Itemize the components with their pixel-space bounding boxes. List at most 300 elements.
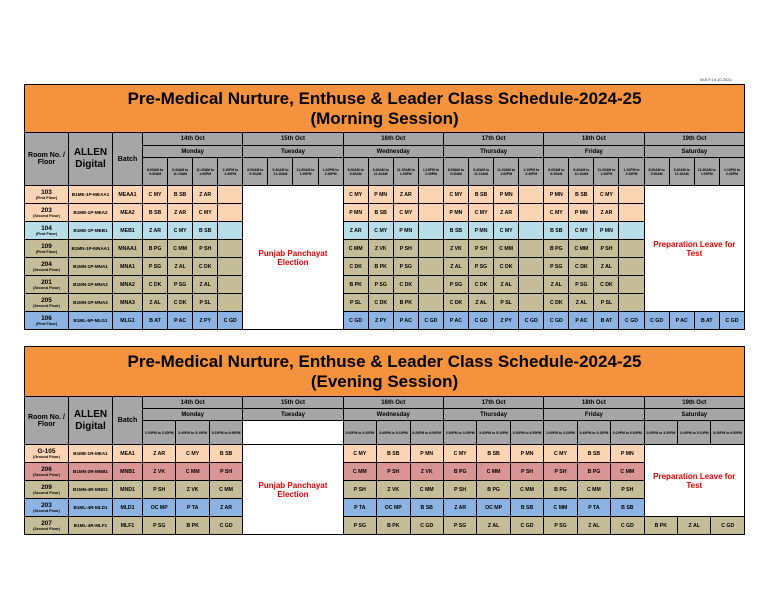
day-name: Saturday	[644, 409, 744, 421]
class-cell: Z VK	[143, 463, 176, 481]
class-cell: B PK	[377, 517, 410, 535]
table-row	[25, 276, 745, 294]
class-cell: P SL	[594, 294, 619, 312]
batch-code: MEA1	[113, 445, 143, 463]
class-cell: OC MP	[377, 499, 410, 517]
table-row	[25, 294, 745, 312]
class-cell: B SB	[611, 499, 644, 517]
holiday-notice: Punjab Panchayat Election	[243, 445, 343, 535]
class-cell: P SG	[368, 276, 393, 294]
room-floor: (Second Floor)	[33, 304, 60, 308]
batch-header: Batch	[113, 397, 143, 445]
time-slot: 8:00AM to 9:30AM	[644, 158, 669, 186]
class-cell: P MN	[368, 186, 393, 204]
class-cell: Z AR	[494, 204, 519, 222]
room-cell	[25, 186, 69, 204]
time-slot: 5:20PM to 6:50PM	[611, 421, 644, 445]
class-cell: C DK	[569, 258, 594, 276]
batch-header: Batch	[113, 133, 143, 186]
allen-digital-code: B1ME-1P-MEAA1	[69, 186, 113, 204]
time-slot: 3:40PM to 5:10PM	[176, 421, 209, 445]
version-label: W.E.F.14.10.2024	[700, 77, 732, 82]
class-cell: Z AL	[477, 517, 510, 535]
class-cell: Z AL	[594, 258, 619, 276]
room-number: 106	[41, 315, 52, 322]
class-cell: Z AL	[168, 258, 193, 276]
class-cell: P MN	[594, 222, 619, 240]
class-cell: C GD	[619, 312, 644, 330]
time-slot: 8:00AM to 9:30AM	[143, 158, 168, 186]
room-floor-header: Room No. / Floor	[25, 133, 69, 186]
room-floor: (First Floor)	[35, 250, 58, 254]
class-cell: B AT	[143, 312, 168, 330]
class-cell	[519, 294, 544, 312]
class-cell	[218, 204, 243, 222]
morning-title	[25, 85, 745, 133]
time-slot: 2:00PM to 3:30PM	[544, 421, 577, 445]
class-cell: C MM	[168, 240, 193, 258]
class-cell	[519, 276, 544, 294]
day-name: Tuesday	[243, 409, 343, 421]
class-cell: C MM	[544, 499, 577, 517]
class-cell: C GD	[544, 312, 569, 330]
time-slot: 3:40PM to 5:10PM	[477, 421, 510, 445]
class-cell: C MM	[569, 240, 594, 258]
time-slot: 9:40AM to 11:10AM	[469, 158, 494, 186]
day-name: Saturday	[644, 146, 745, 158]
time-slot: 3:40PM to 5:10PM	[377, 421, 410, 445]
class-cell: C GD	[510, 517, 543, 535]
class-cell	[218, 294, 243, 312]
day-date: 17th Oct	[443, 397, 543, 409]
class-cell: B SB	[168, 186, 193, 204]
class-cell: C GD	[218, 312, 243, 330]
class-cell: P SH	[143, 481, 176, 499]
class-cell: Z AL	[143, 294, 168, 312]
class-cell: C MM	[611, 463, 644, 481]
class-cell: P SH	[611, 481, 644, 499]
batch-code: MEA2	[113, 204, 143, 222]
class-cell: Z AL	[443, 258, 468, 276]
room-floor: (Second Floor)	[33, 214, 60, 218]
day-date: 16th Oct	[343, 397, 443, 409]
room-number: 207	[41, 520, 52, 527]
batch-code: MNA1	[113, 258, 143, 276]
class-cell: Z AR	[343, 222, 368, 240]
class-cell: B PK	[368, 258, 393, 276]
class-cell	[519, 222, 544, 240]
batch-code: MEB1	[113, 222, 143, 240]
table-row	[25, 312, 745, 330]
class-cell: P SG	[443, 276, 468, 294]
class-cell: B SB	[544, 222, 569, 240]
class-cell: P SH	[443, 481, 476, 499]
allen-digital-code: B1MN-1P-MNA1	[69, 258, 113, 276]
class-cell: Z AR	[193, 186, 218, 204]
table-row	[25, 222, 745, 240]
time-slot: 9:40AM to 11:10AM	[669, 158, 694, 186]
class-cell	[519, 240, 544, 258]
class-cell: C MY	[569, 222, 594, 240]
day-date: 18th Oct	[544, 397, 644, 409]
room-cell	[25, 294, 69, 312]
room-floor: (Second Floor)	[33, 473, 60, 477]
class-cell: C MM	[343, 463, 376, 481]
class-cell: P MN	[494, 186, 519, 204]
class-cell	[218, 186, 243, 204]
class-cell: P SG	[393, 258, 418, 276]
class-cell: P MN	[343, 204, 368, 222]
class-cell	[619, 258, 644, 276]
class-cell: C DK	[469, 276, 494, 294]
class-cell	[218, 258, 243, 276]
day-date: 19th Oct	[644, 397, 744, 409]
class-cell: C DK	[443, 294, 468, 312]
class-cell	[218, 276, 243, 294]
class-cell: B AT	[594, 312, 619, 330]
class-cell: P SH	[510, 463, 543, 481]
time-slot: 9:40AM to 11:10AM	[368, 158, 393, 186]
class-cell: Z AL	[577, 517, 610, 535]
day-name: Wednesday	[343, 146, 443, 158]
class-cell: Z AL	[193, 276, 218, 294]
class-cell: B SB	[510, 499, 543, 517]
class-cell: C DK	[594, 276, 619, 294]
table-row	[25, 499, 745, 517]
class-cell: B SB	[193, 222, 218, 240]
room-cell	[25, 276, 69, 294]
class-cell	[619, 276, 644, 294]
class-cell: Z AL	[569, 294, 594, 312]
room-floor: (Second Floor)	[33, 491, 60, 495]
time-slot: 2:00PM to 3:30PM	[343, 421, 376, 445]
room-floor: (Ground Floor)	[33, 455, 60, 459]
time-slot: 3:40PM to 5:10PM	[678, 421, 711, 445]
room-cell	[25, 499, 69, 517]
table-row	[25, 463, 745, 481]
class-cell: B AT	[694, 312, 719, 330]
evening-schedule-table	[24, 346, 745, 535]
class-cell: B SB	[443, 222, 468, 240]
time-slot: 2:00PM to 3:30PM	[443, 421, 476, 445]
preparation-leave-notice: Preparation Leave for Test	[644, 445, 744, 517]
class-cell: B PK	[644, 517, 677, 535]
class-cell: C DK	[168, 294, 193, 312]
time-slot: 8:00AM to 9:30AM	[544, 158, 569, 186]
room-cell	[25, 240, 69, 258]
class-cell	[418, 294, 443, 312]
evening-title-line2: (Evening Session)	[310, 371, 459, 391]
morning-title-line2: (Morning Session)	[310, 108, 459, 128]
time-slot: 8:00AM to 9:30AM	[243, 158, 268, 186]
class-cell	[619, 186, 644, 204]
class-cell: P AC	[393, 312, 418, 330]
time-slot: 5:20PM to 6:50PM	[711, 421, 745, 445]
day-date: 15th Oct	[243, 133, 343, 146]
class-cell: P SH	[469, 240, 494, 258]
evening-title	[25, 347, 745, 397]
class-cell	[418, 222, 443, 240]
room-cell	[25, 463, 69, 481]
class-cell: B SB	[209, 445, 242, 463]
class-cell: B PG	[544, 240, 569, 258]
class-cell: C MM	[577, 481, 610, 499]
class-cell: B PG	[544, 481, 577, 499]
class-cell: C GD	[469, 312, 494, 330]
allen-digital-code: B1MN-2R-MNB1	[69, 463, 113, 481]
day-name: Friday	[544, 409, 644, 421]
class-cell: OC MP	[477, 499, 510, 517]
class-cell: C MY	[469, 204, 494, 222]
class-cell: P SG	[443, 517, 476, 535]
table-row	[25, 258, 745, 276]
class-cell: C MY	[143, 186, 168, 204]
batch-code: MLG1	[113, 312, 143, 330]
morning-schedule-table	[24, 84, 745, 330]
time-slot: 9:40AM to 11:10AM	[268, 158, 293, 186]
day-date: 14th Oct	[143, 397, 243, 409]
class-cell: B PK	[343, 276, 368, 294]
time-slot: 11:20AM to 1:00PM	[694, 158, 719, 186]
day-name: Tuesday	[243, 146, 343, 158]
time-slot: 5:20PM to 6:50PM	[510, 421, 543, 445]
time-slot: 8:00AM to 9:30AM	[443, 158, 468, 186]
class-cell: Z VK	[443, 240, 468, 258]
class-cell: C DK	[343, 258, 368, 276]
room-number: 209	[41, 484, 52, 491]
class-cell: C GD	[644, 312, 669, 330]
table-row	[25, 240, 745, 258]
class-cell: Z AR	[143, 222, 168, 240]
class-cell: P MN	[469, 222, 494, 240]
class-cell: P SL	[193, 294, 218, 312]
morning-title-line1: Pre-Medical Nurture, Enthuse & Leader Class Schedule-2024-25	[127, 88, 642, 108]
table-row	[25, 481, 745, 499]
class-cell: B SB	[569, 186, 594, 204]
allen-digital-code: B1ML-4R-MLF1	[69, 517, 113, 535]
class-cell: Z AR	[168, 204, 193, 222]
class-cell: C MM	[410, 481, 443, 499]
day-name: Monday	[143, 409, 243, 421]
room-cell	[25, 481, 69, 499]
class-cell: B PG	[577, 463, 610, 481]
class-cell	[519, 204, 544, 222]
class-cell: P SH	[594, 240, 619, 258]
class-cell: Z AL	[544, 276, 569, 294]
room-floor: (Second Floor)	[33, 527, 60, 531]
allen-digital-code: B1ML-4R-MLD1	[69, 499, 113, 517]
room-cell	[25, 222, 69, 240]
class-cell: Z AL	[678, 517, 711, 535]
holiday-notice: Punjab Panchayat Election	[243, 186, 343, 330]
room-floor: (Second Floor)	[33, 509, 60, 513]
class-cell: C MY	[168, 222, 193, 240]
class-cell: C DK	[368, 294, 393, 312]
class-cell: Z VK	[176, 481, 209, 499]
class-cell: C MM	[494, 240, 519, 258]
time-slot: 11:20AM to 1:00PM	[293, 158, 318, 186]
class-cell	[619, 294, 644, 312]
class-cell: B PG	[143, 240, 168, 258]
class-cell: C GD	[343, 312, 368, 330]
class-cell: P SG	[569, 276, 594, 294]
class-cell	[418, 258, 443, 276]
empty-slot-header	[243, 421, 343, 445]
class-cell: OC MP	[143, 499, 176, 517]
class-cell	[418, 186, 443, 204]
class-cell: C MY	[443, 186, 468, 204]
class-cell: P SG	[544, 517, 577, 535]
class-cell: Z AR	[443, 499, 476, 517]
class-cell: C MY	[544, 204, 569, 222]
time-slot: 1:10PM to 2:40PM	[418, 158, 443, 186]
table-row	[25, 445, 745, 463]
room-cell	[25, 517, 69, 535]
room-number: 201	[41, 279, 52, 286]
class-cell: B SB	[377, 445, 410, 463]
allen-digital-code: B1ME-1R-MEA1	[69, 445, 113, 463]
time-slot: 9:40AM to 11:10AM	[168, 158, 193, 186]
time-slot: 11:20AM to 1:00PM	[193, 158, 218, 186]
room-cell	[25, 445, 69, 463]
class-cell: P SL	[343, 294, 368, 312]
class-cell: C MY	[443, 445, 476, 463]
class-cell: Z AL	[469, 294, 494, 312]
time-slot: 1:10PM to 2:40PM	[519, 158, 544, 186]
class-cell: C GD	[519, 312, 544, 330]
class-cell: Z AL	[494, 276, 519, 294]
class-cell: C GD	[719, 312, 744, 330]
class-cell: C MM	[209, 481, 242, 499]
room-number: 204	[41, 261, 52, 268]
batch-code: MNAA1	[113, 240, 143, 258]
allen-digital-code: B1ML-6P-MLG1	[69, 312, 113, 330]
class-cell: C DK	[494, 258, 519, 276]
class-cell: P SG	[544, 258, 569, 276]
day-date: 15th Oct	[243, 397, 343, 409]
batch-code: MLF1	[113, 517, 143, 535]
class-cell: B SB	[410, 499, 443, 517]
batch-code: MNB1	[113, 463, 143, 481]
class-cell: P MN	[393, 222, 418, 240]
class-cell	[418, 204, 443, 222]
room-number: 206	[41, 466, 52, 473]
room-floor: (First Floor)	[35, 232, 58, 236]
class-cell: P SH	[377, 463, 410, 481]
class-cell: P MN	[510, 445, 543, 463]
time-slot: 8:00AM to 9:30AM	[343, 158, 368, 186]
class-cell: C GD	[410, 517, 443, 535]
room-floor-header: Room No. / Floor	[25, 397, 69, 445]
class-cell: P SG	[143, 517, 176, 535]
allen-digital-header: ALLEN Digital	[69, 133, 113, 186]
room-floor: (Second Floor)	[33, 268, 60, 272]
day-date: 16th Oct	[343, 133, 443, 146]
class-cell: P SH	[343, 481, 376, 499]
class-cell: C MY	[193, 204, 218, 222]
class-cell: P SH	[544, 463, 577, 481]
class-cell: P TA	[343, 499, 376, 517]
class-cell: C MY	[176, 445, 209, 463]
class-cell: P TA	[176, 499, 209, 517]
time-slot: 9:40AM to 11:10AM	[569, 158, 594, 186]
time-slot: 5:20PM to 6:50PM	[410, 421, 443, 445]
allen-digital-code: B1MN-1P-MNA3	[69, 294, 113, 312]
class-cell: C MY	[343, 186, 368, 204]
room-number: 203	[41, 502, 52, 509]
day-name: Thursday	[443, 409, 543, 421]
class-cell: C DK	[393, 276, 418, 294]
class-cell: Z AR	[594, 204, 619, 222]
time-slot: 11:20AM to 1:00PM	[393, 158, 418, 186]
class-cell: Z PY	[193, 312, 218, 330]
class-cell: P MN	[611, 445, 644, 463]
room-number: 103	[41, 189, 52, 196]
class-cell: P SG	[143, 258, 168, 276]
room-number: 109	[41, 243, 52, 250]
room-number: 104	[41, 225, 52, 232]
class-cell: C DK	[143, 276, 168, 294]
allen-digital-code: B1ME-1P-MEA2	[69, 204, 113, 222]
class-cell: C MM	[477, 463, 510, 481]
class-cell: P SG	[343, 517, 376, 535]
table-row	[25, 186, 745, 204]
class-cell: P AC	[569, 312, 594, 330]
class-cell: Z AR	[393, 186, 418, 204]
allen-digital-code: B1MN-4R-MND1	[69, 481, 113, 499]
class-cell	[218, 222, 243, 240]
allen-digital-code: B1ME-1P-MEB1	[69, 222, 113, 240]
class-cell: Z VK	[368, 240, 393, 258]
table-row	[25, 517, 745, 535]
class-cell: C MM	[176, 463, 209, 481]
class-cell	[218, 240, 243, 258]
class-cell: Z PY	[368, 312, 393, 330]
time-slot: 1:10PM to 2:40PM	[719, 158, 744, 186]
class-cell: P SG	[469, 258, 494, 276]
class-cell	[619, 222, 644, 240]
class-cell	[619, 240, 644, 258]
class-cell: C MM	[510, 481, 543, 499]
day-name: Thursday	[443, 146, 543, 158]
class-cell: B SB	[577, 445, 610, 463]
class-cell: P AC	[443, 312, 468, 330]
class-cell: P AC	[669, 312, 694, 330]
class-cell: P SH	[193, 240, 218, 258]
time-slot: 1:10PM to 2:40PM	[619, 158, 644, 186]
batch-code: MLD1	[113, 499, 143, 517]
day-name: Friday	[544, 146, 644, 158]
class-cell: B PG	[443, 463, 476, 481]
class-cell: P MN	[410, 445, 443, 463]
room-floor: (First Floor)	[35, 196, 58, 200]
room-number: 203	[41, 207, 52, 214]
room-floor: (First Floor)	[35, 322, 58, 326]
class-cell: B SB	[143, 204, 168, 222]
class-cell: Z VK	[377, 481, 410, 499]
class-cell: C MY	[368, 222, 393, 240]
time-slot: 11:20AM to 1:00PM	[494, 158, 519, 186]
preparation-leave-notice: Preparation Leave for Test	[644, 186, 745, 312]
class-cell	[418, 240, 443, 258]
evening-title-line1: Pre-Medical Nurture, Enthuse & Leader Class Schedule-2024-25	[127, 351, 642, 371]
class-cell: C GD	[418, 312, 443, 330]
room-cell	[25, 258, 69, 276]
day-date: 18th Oct	[544, 133, 644, 146]
day-date: 17th Oct	[443, 133, 543, 146]
class-cell: P SG	[168, 276, 193, 294]
day-name: Monday	[143, 146, 243, 158]
